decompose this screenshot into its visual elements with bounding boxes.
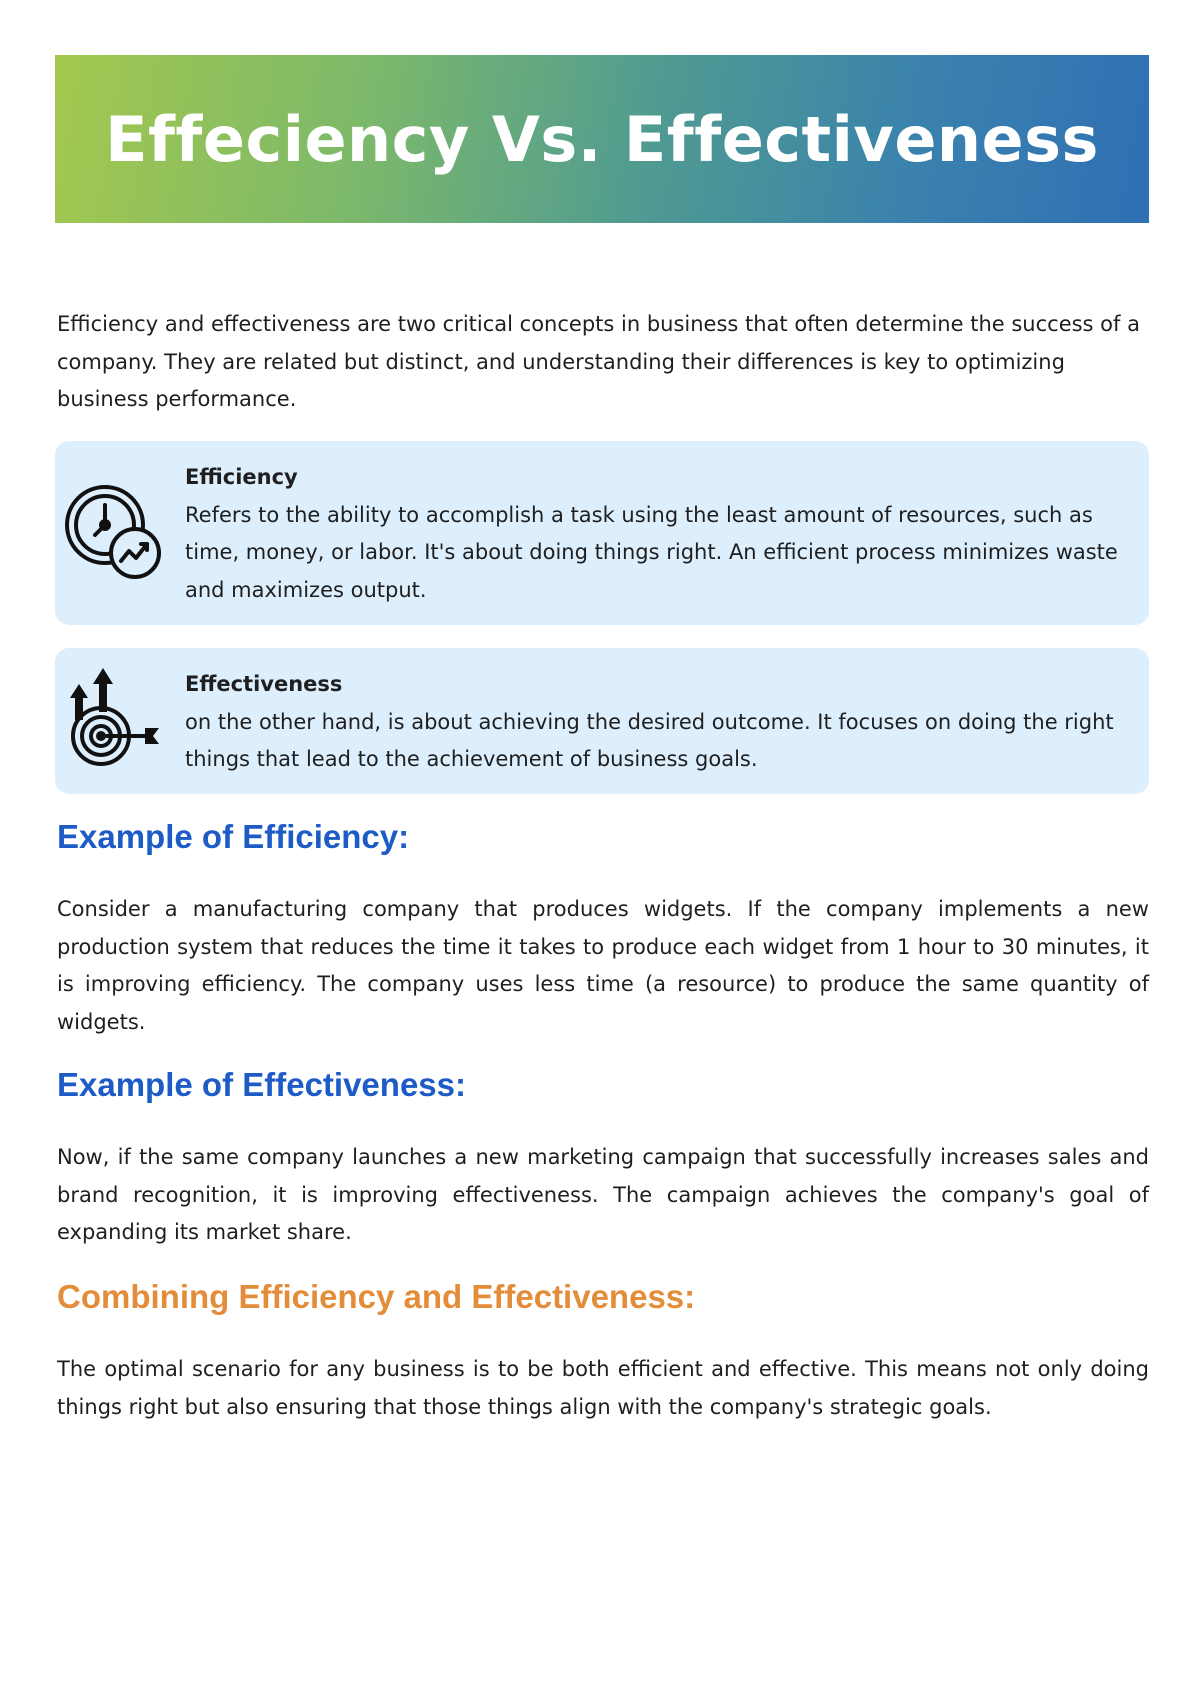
target-arrow-icon (61, 664, 165, 768)
effectiveness-text (185, 666, 1119, 779)
efficiency-title: Efficiency (185, 465, 298, 489)
example-efficiency-paragraph: Consider a manufacturing company that produces widgets. If the company implements a new production system that reduces the time it takes to produce each widget from 1 hour to 30 minutes, it is improving efficiency. The company uses less time (a resource) to produce the same quantity of widgets. (57, 897, 1149, 1034)
clock-growth-icon (61, 481, 165, 585)
efficiency-text (185, 459, 1119, 609)
example-effectiveness-paragraph: Now, if the same company launches a new marketing campaign that successfully increases sales and brand recognition, it is improving effectiveness. The campaign achieves the company's goal of expanding its market share. (57, 1145, 1149, 1244)
example-effectiveness-heading: Example of Effectiveness: (57, 1066, 466, 1103)
effectiveness-card (55, 648, 1149, 794)
efficiency-description: Refers to the ability to accomplish a task using the least amount of resources, such as time, money, or labor. It's about doing things right. An efficient process minimizes waste and maximizes output. (185, 502, 1118, 602)
effectiveness-title: Effectiveness (185, 672, 343, 696)
combining-paragraph: The optimal scenario for any business is to be both efficient and effective. This means not only doing things right but also ensuring that those things align with the company's strategic goals. (57, 1357, 1149, 1419)
intro-paragraph: Efficiency and effectiveness are two critical concepts in business that often determine the success of a company. They are related but distinct, and understanding their differences is key to optimizing business performance. (57, 312, 1140, 411)
example-efficiency-heading: Example of Efficiency: (57, 818, 410, 855)
efficiency-card (55, 441, 1149, 625)
page-title: Effeciency Vs. Effectiveness (105, 102, 1099, 176)
title-banner (55, 55, 1149, 223)
effectiveness-description: on the other hand, is about achieving the desired outcome. It focuses on doing the right things that lead to the achievement of business goals. (185, 709, 1114, 771)
combining-heading: Combining Efficiency and Effectiveness: (57, 1278, 696, 1315)
